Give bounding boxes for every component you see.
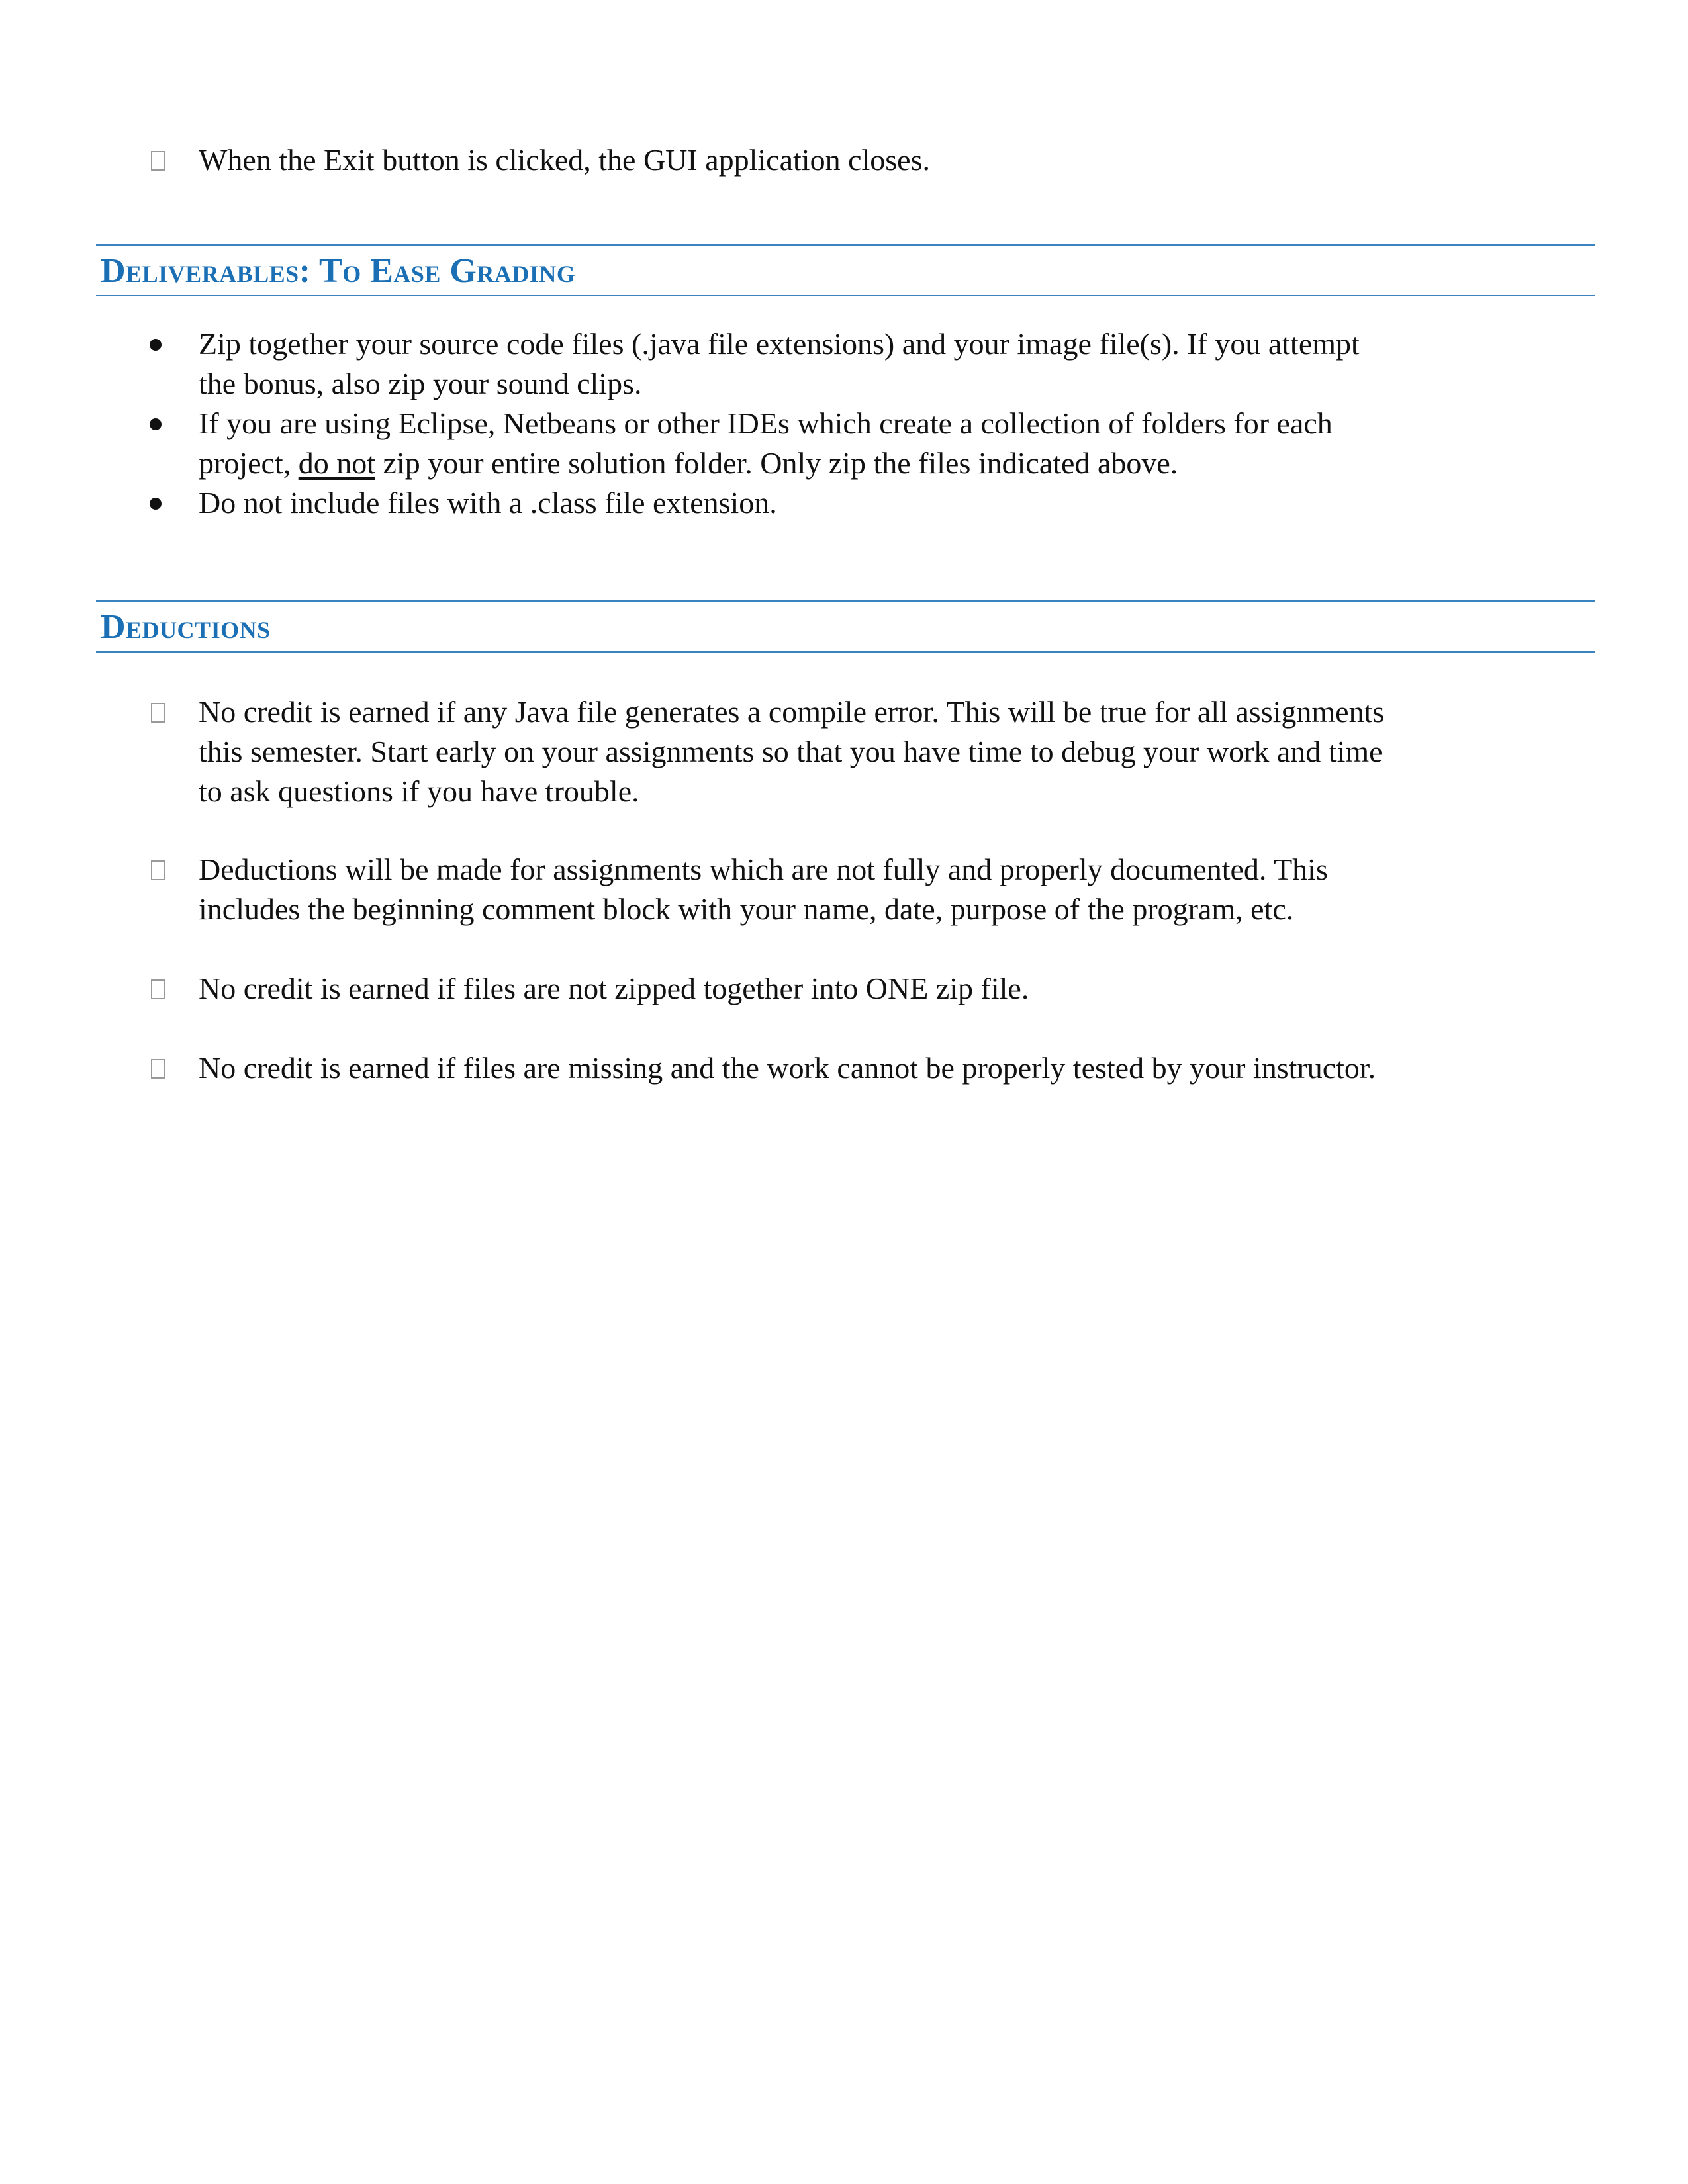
deliverable-line: the bonus, also zip your sound clips. (199, 367, 642, 400)
top-list-item (199, 140, 1595, 180)
deliverables-top-rule (96, 244, 1595, 246)
deductions-bottom-rule (96, 651, 1595, 653)
checkbox-icon (151, 979, 165, 999)
deliverable-line (199, 443, 1595, 483)
deduction-line: No credit is earned if any Java file generates a compile error. This will be true for all assignments (199, 695, 1385, 729)
do-not-emphasis: do not (298, 446, 375, 480)
deduction-line: this semester. Start early on your assignments so that you have time to debug your work and time (199, 735, 1383, 768)
checkbox-icon (151, 703, 165, 723)
deliverables-bottom-rule (96, 295, 1595, 296)
bullet-dot-icon (150, 339, 162, 351)
deductions-heading: Deductions (101, 608, 271, 646)
deduction-item (199, 969, 1595, 1009)
checkbox-icon (151, 860, 165, 880)
bullet-dot-icon (150, 498, 162, 510)
deliverable-line-suffix: zip your entire solution folder. Only zip the files indicated above. (375, 446, 1178, 480)
checkbox-icon (151, 151, 165, 171)
deliverable-bullet (199, 324, 1595, 404)
deduction-item (199, 692, 1595, 811)
deliverable-line-prefix: project, (199, 446, 299, 480)
deductions-top-rule (96, 600, 1595, 602)
deduction-item (199, 850, 1595, 929)
deduction-item (199, 1048, 1595, 1088)
deliverable-line: If you are using Eclipse, Netbeans or other IDEs which create a collection of folders for each (199, 406, 1333, 440)
bullet-dot-icon (150, 418, 162, 430)
deliverable-line: Zip together your source code files (.java file extensions) and your image file(s). If you attempt (199, 327, 1360, 361)
checkbox-icon (151, 1059, 165, 1079)
deduction-line: No credit is earned if files are not zipped together into ONE zip file. (199, 972, 1029, 1005)
top-item-text: When the Exit button is clicked, the GUI application closes. (199, 143, 930, 177)
deliverable-bullet (199, 483, 1595, 523)
deduction-line: to ask questions if you have trouble. (199, 774, 639, 808)
deduction-line: Deductions will be made for assignments which are not fully and properly documented. This (199, 852, 1328, 886)
deduction-line: includes the beginning comment block with your name, date, purpose of the program, etc. (199, 892, 1294, 926)
deliverables-heading: Deliverables: To Ease Grading (101, 252, 576, 290)
deliverable-bullet (199, 404, 1595, 483)
deduction-line: No credit is earned if files are missing and the work cannot be properly tested by your instructor. (199, 1051, 1376, 1085)
deliverable-line: Do not include files with a .class file extension. (199, 486, 777, 520)
